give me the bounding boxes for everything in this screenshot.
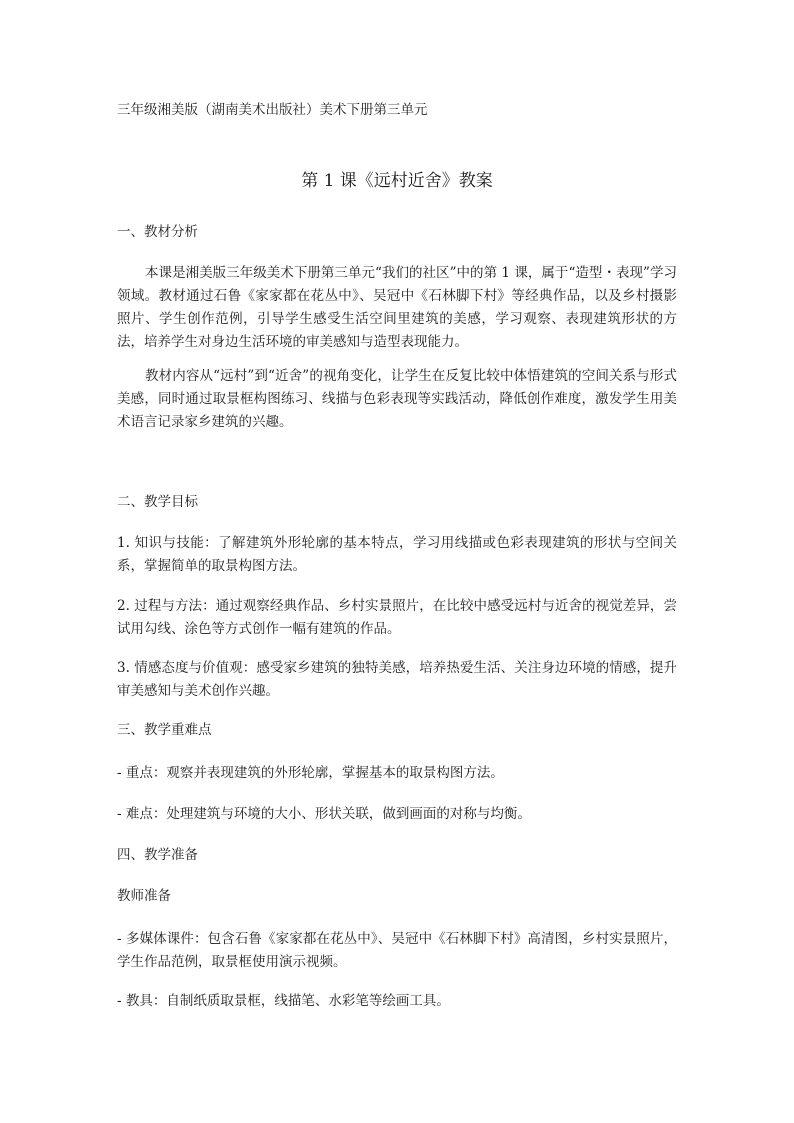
section-heading-prep: 四、教学准备 <box>117 847 198 863</box>
prep-subheading-teacher: 教师准备 <box>117 888 171 904</box>
goal-process-methods: 2. 过程与方法：通过观察经典作品、乡村实景照片，在比较中感受远村与近舍的视觉差异，尝试用勾线、涂色等方式创作一幅有建筑的作品。 <box>117 598 677 637</box>
section-heading-key-points: 三、教学重难点 <box>117 722 212 738</box>
analysis-paragraph-1: 本课是湘美版三年级美术下册第三单元“我们的社区”中的第 1 课，属于“造型・表现”学习领域。教材通过石鲁《家家都在花丛中》、吴冠中《石林脚下村》等经典作品，以及乡村摄影照片、学生创作范例，引导学生感受生活空间里建筑的美感，学习观察、表现建筑形状的方法，培养学生对身边生活环境的审美感知与造型表现能力。 <box>117 265 677 350</box>
analysis-paragraph-2: 教材内容从“远村”到“近舍”的视角变化，让学生在反复比较中体悟建筑的空间关系与形式美感，同时通过取景框构图练习、线描与色彩表现等实践活动，降低创作难度，激发学生用美术语言记录家乡建筑的兴趣。 <box>117 368 677 430</box>
section-heading-analysis: 一、教材分析 <box>117 224 198 240</box>
header-line: 三年级湘美版（湖南美术出版社）美术下册第三单元 <box>117 102 428 118</box>
section-heading-goals: 二、教学目标 <box>117 494 198 510</box>
prep-item-teaching-aids: - 教具：自制纸质取景框，线描笔、水彩笔等绘画工具。 <box>117 993 450 1009</box>
page-title: 第 1 课《远村近舍》教案 <box>301 171 493 191</box>
prep-item-multimedia: - 多媒体课件：包含石鲁《家家都在花丛中》、吴冠中《石林脚下村》高清图，乡村实景照片，学生作品范例，取景框使用演示视频。 <box>117 931 677 970</box>
goal-knowledge-skills: 1. 知识与技能：了解建筑外形轮廓的基本特点，学习用线描或色彩表现建筑的形状与空间关系，掌握简单的取景构图方法。 <box>117 535 677 574</box>
goal-attitude-values: 3. 情感态度与价值观：感受家乡建筑的独特美感，培养热爱生活、关注身边环境的情感，提升审美感知与美术创作兴趣。 <box>117 660 677 699</box>
key-point-focus: - 重点：观察并表现建筑的外形轮廓，掌握基本的取景构图方法。 <box>117 765 504 781</box>
key-point-difficulty: - 难点：处理建筑与环境的大小、形状关联，做到画面的对称与均衡。 <box>117 806 531 822</box>
